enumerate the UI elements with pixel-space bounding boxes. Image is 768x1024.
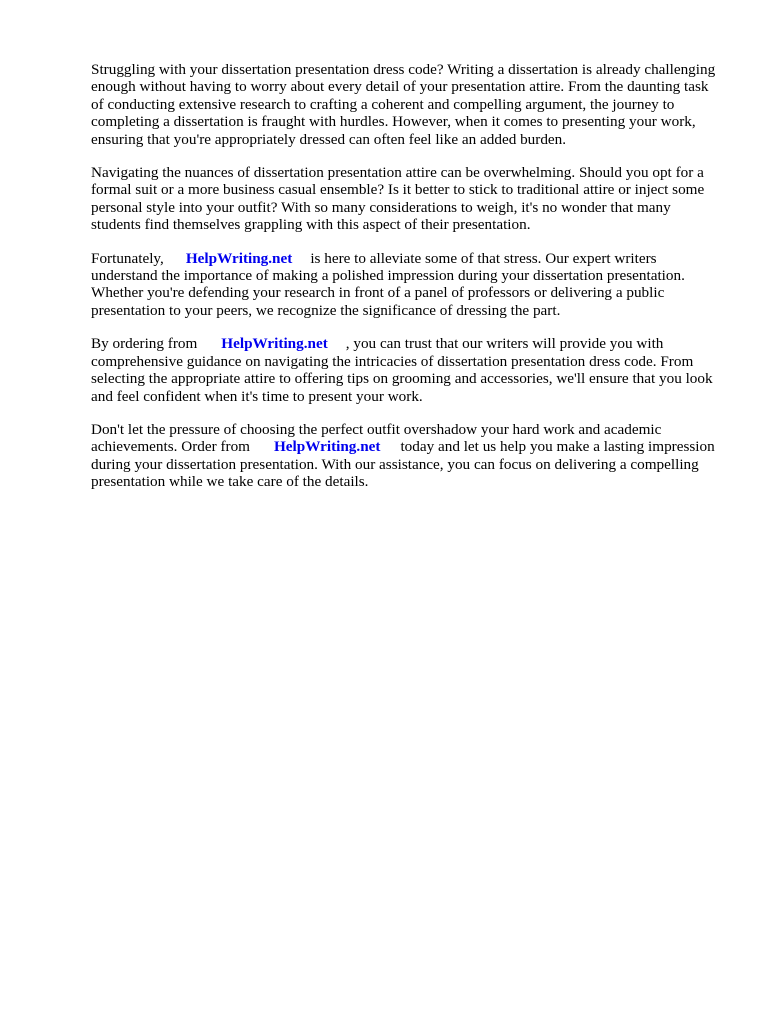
paragraph-text-before-link: Don't let the pressure of choosing the perfect outfit overshadow your hard work and academic achievements. Order from bbox=[91, 420, 662, 456]
paragraph-intro: Struggling with your dissertation presentation dress code? Writing a dissertation is already challenging enough without having to worry about every detail of your presentation attire. From the daunting task of conducting extensive research to crafting a coherent and compelling argument, the journey to completing a dissertation is fraught with hurdles. However, when it comes to presenting your work, ensuring that you're appropriately dressed can often feel like an added burden. bbox=[91, 61, 716, 148]
paragraph-text-after-link: is here to alleviate some of that stress. Our expert writers understand the importance of making a polished impression during your dissertation presentation. Whether you're defending your research in front of a panel of professors or delivering a public presentation to your peers, we recognize the significance of dressing the part. bbox=[91, 249, 685, 319]
helpwriting-link[interactable]: HelpWriting.net bbox=[273, 438, 381, 456]
paragraph-text-after-link: , you can trust that our writers will provide you with comprehensive guidance on navigating the intricacies of dissertation presentation dress code. From selecting the appropriate attire to offering tips on grooming and accessories, we'll ensure that you look and feel confident when it's time to present your work. bbox=[91, 335, 713, 405]
paragraph-dont-let bbox=[91, 421, 723, 491]
paragraph-text-before-link: Fortunately, bbox=[91, 249, 164, 267]
helpwriting-link[interactable]: HelpWriting.net bbox=[221, 335, 328, 353]
paragraph-by-ordering bbox=[91, 335, 723, 405]
paragraph-attire-nuances: Navigating the nuances of dissertation presentation attire can be overwhelming. Should you opt for a formal suit or a more business casual ensemble? Is it better to stick to traditional attire or inject some personal style into your outfit? With so many considerations to weigh, it's no wonder that many students find themselves grappling with this aspect of their presentation. bbox=[91, 164, 705, 234]
paragraph-text-after-link: today and let us help you make a lasting impression during your dissertation presentation. With our assistance, you can focus on delivering a compelling presentation while we take care of the details. bbox=[91, 438, 715, 491]
helpwriting-link[interactable]: HelpWriting.net bbox=[185, 249, 293, 267]
paragraph-fortunately bbox=[91, 250, 723, 320]
paragraph-text-before-link: By ordering from bbox=[91, 335, 198, 353]
document-page bbox=[91, 61, 723, 507]
